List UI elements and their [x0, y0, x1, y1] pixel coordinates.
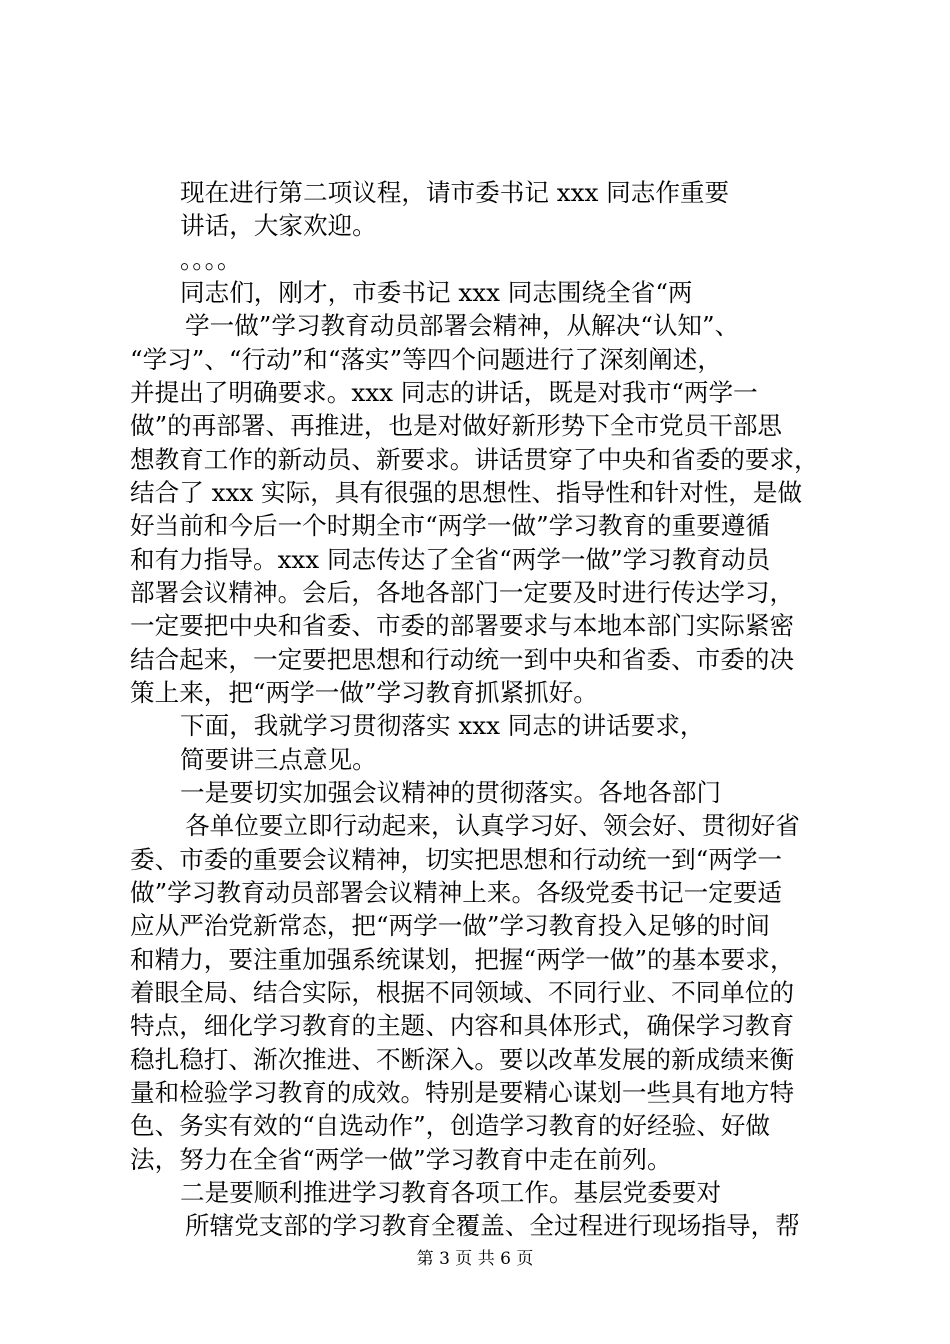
text-line: 法，努力在全省“两学一做”学习教育中走在前列。 [130, 1145, 672, 1174]
text-line: 和精力，要注重加强系统谋划，把握“两学一做”的基本要求， [130, 945, 795, 974]
text-line: 简要讲三点意见。 [180, 745, 377, 774]
text-line: 做”的再部署、再推进，也是对做好新形势下全市党员干部思 [130, 411, 783, 440]
text-line: 讲话，大家欢迎。 [180, 211, 377, 240]
text-line: 一是要切实加强会议精神的贯彻落实。各地各部门 [180, 778, 722, 807]
text-line: 下面，我就学习贯彻落实 xxx 同志的讲话要求， [180, 711, 705, 740]
text-line: 一定要把中央和省委、市委的部署要求与本地本部门实际紧密 [130, 611, 795, 640]
text-line: 策上来，把“两学一做”学习教育抓紧抓好。 [130, 678, 598, 707]
text-line: 色、务实有效的“自选动作”，创造学习教育的好经验、好做 [130, 1111, 770, 1140]
page-number-footer: 第 3 页 共 6 页 [416, 1249, 534, 1269]
text-line: 结合起来，一定要把思想和行动统一到中央和省委、市委的决 [130, 645, 795, 674]
text-line: 现在进行第二项议程，请市委书记 xxx 同志作重要 [180, 178, 730, 207]
text-line: 和有力指导。xxx 同志传达了全省“两学一做”学习教育动员 [130, 545, 771, 574]
text-line: “学习”、“行动”和“落实”等四个问题进行了深刻阐述， [130, 345, 722, 374]
text-line: 想教育工作的新动员、新要求。讲话贯穿了中央和省委的要求， [130, 445, 819, 474]
text-line: 二是要顺利推进学习教育各项工作。基层党委要对 [180, 1178, 722, 1207]
text-line: 学一做”学习教育动员部署会精神，从解决“认知”、 [185, 311, 740, 340]
text-line: 特点，细化学习教育的主题、内容和具体形式，确保学习教育 [130, 1011, 795, 1040]
text-line: 各单位要立即行动起来，认真学习好、领会好、贯彻好省 [185, 811, 800, 840]
text-line: 并提出了明确要求。xxx 同志的讲话，既是对我市“两学一 [130, 378, 758, 407]
text-line: 做”学习教育动员部署会议精神上来。各级党委书记一定要适 [130, 878, 783, 907]
text-line: 部署会议精神。会后，各地各部门一定要及时进行传达学习， [130, 578, 795, 607]
text-line: 应从严治党新常态，把“两学一做”学习教育投入足够的时间 [130, 911, 770, 940]
text-line: 结合了 xxx 实际，具有很强的思想性、指导性和针对性，是做 [130, 478, 803, 507]
text-line: 着眼全局、结合实际，根据不同领域、不同行业、不同单位的 [130, 978, 795, 1007]
text-line: 所辖党支部的学习教育全覆盖、全过程进行现场指导，帮 [185, 1211, 800, 1240]
text-line: 好当前和今后一个时期全市“两学一做”学习教育的重要遵循 [130, 511, 770, 540]
text-line: 量和检验学习教育的成效。特别是要精心谋划一些具有地方特 [130, 1078, 795, 1107]
text-line: 稳扎稳打、渐次推进、不断深入。要以改革发展的新成绩来衡 [130, 1045, 795, 1074]
text-line: 。。。。 [180, 245, 242, 274]
text-line: 同志们，刚才，市委书记 xxx 同志围绕全省“两 [180, 278, 693, 307]
text-line: 委、市委的重要会议精神，切实把思想和行动统一到“两学一 [130, 845, 783, 874]
